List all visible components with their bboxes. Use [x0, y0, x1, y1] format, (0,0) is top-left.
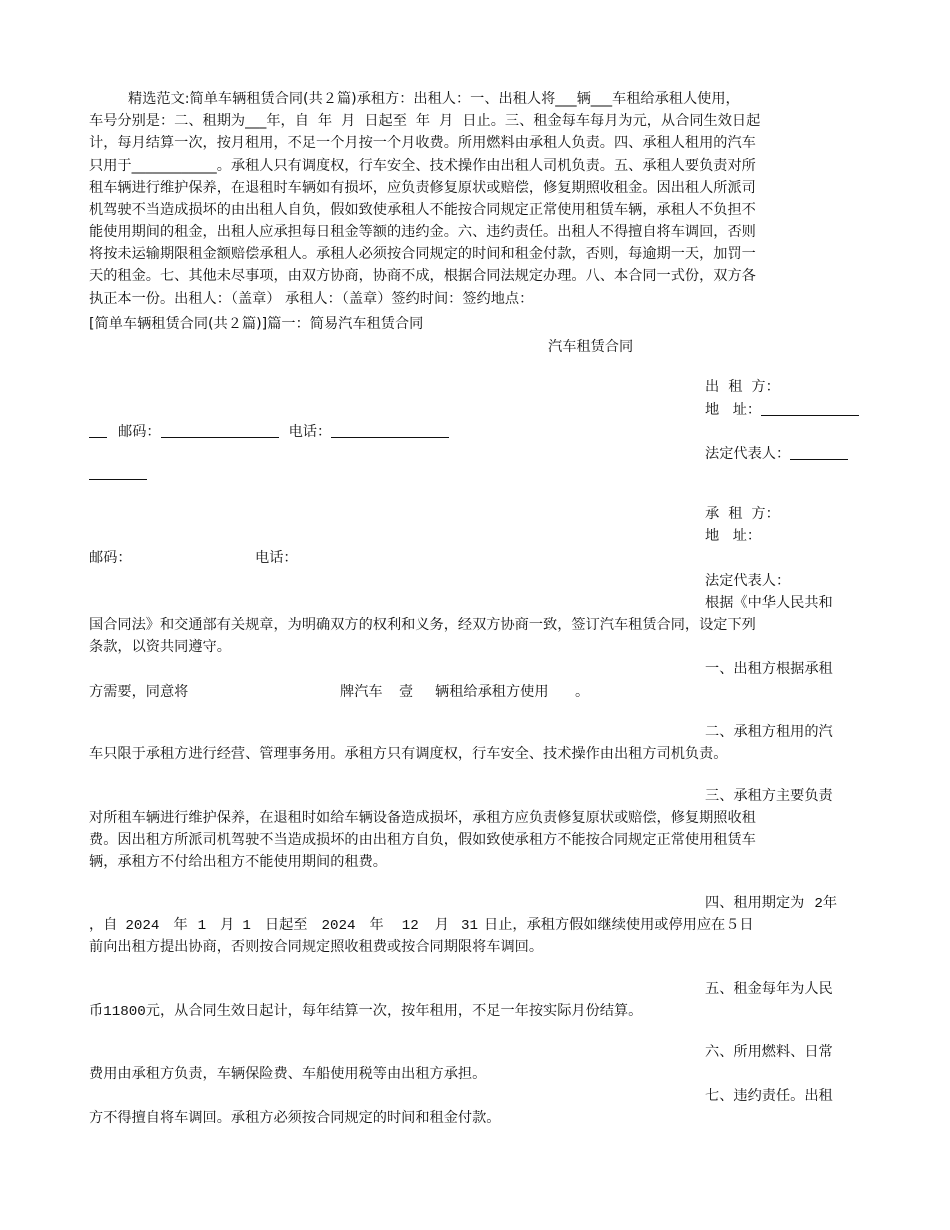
month-unit: 月: [434, 917, 449, 933]
clause-3-body: 对所租车辆进行维护保养，在退租时如给车辆设备造成损坏，承租方应负责修复原状或赔偿，修复期照收租: [89, 810, 756, 826]
clause-1-head: 一、出租方根据承租: [705, 661, 833, 677]
clause-1-count: 壹: [399, 684, 414, 700]
lessee-address-label: 地 址：: [705, 528, 762, 544]
start-year: 2024: [125, 918, 160, 934]
clause-1-body: 方需要，同意将: [89, 684, 189, 700]
clause-1-end: 。: [575, 684, 590, 700]
section-heading: [简单车辆租赁合同(共２篇)]篇一：简易汽车租赁合同: [89, 316, 424, 332]
clause-4-body: 日止，承租方假如继续使用或停用应在５日: [484, 917, 754, 933]
lessor-rep-row: [705, 443, 848, 465]
lessor-address-row: [705, 399, 859, 421]
end-day: 31: [460, 918, 478, 934]
lessor-address-blank: [761, 399, 859, 416]
end-month: 12: [401, 918, 419, 934]
lessor-rep-label: 法定代表人：: [705, 446, 791, 462]
clause-1-brand: 牌汽车: [340, 684, 383, 700]
clause-5-body: [89, 1000, 642, 1022]
lessor-phone-label: 电话：: [288, 424, 332, 440]
intro-line: 将按未运输期限租金额赔偿承租人。承租人必须按合同规定的时间和租金付款，否则，每逾期一天，加罚一: [89, 246, 756, 262]
intro-line: 车号分别是：二、租期为___年，自 年 月 日起至 年 月 日止。三、租金每车每月为元，从合同生效日起: [89, 113, 761, 129]
lessor-rep-row-cont: [89, 463, 147, 485]
start-month: 1: [197, 918, 207, 934]
month-unit: 月: [220, 917, 235, 933]
lessor-rep-blank: [790, 443, 848, 460]
intro-line: 只用于____________。承租人只有调度权，行车安全、技术操作由出租人司机负责。五、承租人要负责对所: [89, 158, 756, 174]
lessor-party-label: 出 租 方：: [705, 379, 780, 395]
lessor-zip-blank: [161, 421, 279, 438]
clause-5-head: 五、租金每年为人民: [705, 981, 833, 997]
contract-title: 汽车租赁合同: [548, 339, 634, 355]
lessee-zip-label: 邮码：: [89, 550, 132, 566]
clause-3-body: 辆，承租方不付给出租方不能使用期间的租费。: [89, 854, 387, 870]
lessor-zip-label: 邮码：: [118, 424, 161, 440]
rent-amount: 11800: [103, 1004, 146, 1020]
intro-line: 租车辆进行维护保养，在退租时车辆如有损坏，应负责修复原状或赔偿，修复期照收租金。因出租人所派司: [89, 180, 756, 196]
start-day: 1: [242, 918, 251, 934]
clause-2-body: 车只限于承租方进行经营、管理事务用。承租方只有调度权，行车安全、技术操作由出租方司机负责。: [89, 746, 728, 762]
clause-4-years-unit: 年: [822, 895, 838, 911]
lessee-party-label: 承 租 方：: [705, 506, 780, 522]
clause-4-years: 2: [814, 896, 823, 912]
clause-2-head: 二、承租方租用的汽: [705, 724, 833, 740]
intro-line: 执正本一份。出租人：（盖章） 承租人：（盖章）签约时间：签约地点：: [89, 291, 534, 307]
clause-6-head: 六、所用燃料、日常: [705, 1044, 833, 1060]
clause-4-dates: [89, 914, 754, 936]
preamble-line: 根据《中华人民共和: [705, 595, 833, 611]
preamble-line: 国合同法》和交通部有关规章，为明确双方的权利和义务，经双方协商一致，签订汽车租赁合同，设定下列: [89, 617, 756, 633]
lessee-rep-label: 法定代表人：: [705, 573, 791, 589]
lessor-contact-row: [89, 421, 449, 443]
lessee-phone-label: 电话：: [255, 550, 298, 566]
clause-5-rest: 元，从合同生效日起计，每年结算一次，按年租用，不足一年按实际月份结算。: [145, 1003, 643, 1019]
intro-line: 计，每月结算一次，按月租用，不足一个月按一个月收费。所用燃料由承租人负责。四、承租人租用的汽车: [89, 135, 756, 151]
lessor-address-blank-cont: [89, 421, 107, 438]
date-to-label: 日起至: [264, 917, 308, 933]
clause-4-body: 前向出租方提出协商，否则按合同规定照收租费或按合同期限将车调回。: [89, 939, 544, 955]
clause-7-head: 七、违约责任。出租: [705, 1088, 833, 1104]
clause-3-head: 三、承租方主要负责: [705, 788, 833, 804]
year-unit: 年: [173, 917, 188, 933]
lessor-address-label: 地 址：: [705, 402, 762, 418]
intro-line: 能使用期间的租金，出租人应承担每日租金等额的违约金。六、违约责任。出租人不得擅自将车调回，否则: [89, 224, 756, 240]
clause-1-rest: 辆租给承租方使用: [435, 684, 549, 700]
intro-line: 精选范文:简单车辆租赁合同(共２篇)承租方：出租人：一、出租人将___辆___车租给承租人使用，: [128, 91, 740, 107]
clause-4-label: 四、租用期定为: [705, 895, 805, 911]
lessor-phone-blank: [331, 421, 449, 438]
date-from-label: ，自: [89, 917, 118, 933]
currency-prefix: 币: [89, 1003, 104, 1019]
end-year: 2024: [321, 918, 356, 934]
clause-7-body: 方不得擅自将车调回。承租方必须按合同规定的时间和租金付款。: [89, 1110, 501, 1126]
clause-4-head: [705, 892, 837, 914]
lessor-rep-blank-cont: [89, 463, 147, 480]
clause-3-body: 费。因出租方所派司机驾驶不当造成损坏的由出租方自负，假如致使承租方不能按合同规定正常使用租赁车: [89, 832, 756, 848]
clause-6-body: 费用由承租方负责，车辆保险费、车船使用税等由出租方承担。: [89, 1066, 487, 1082]
year-unit: 年: [369, 917, 384, 933]
intro-line: 机驾驶不当造成损坏的由出租人自负，假如致使承租人不能按合同规定正常使用租赁车辆，承租人不负担不: [89, 202, 756, 218]
intro-line: 天的租金。七、其他未尽事项，由双方协商，协商不成，根据合同法规定办理。八、本合同一式份，双方各: [89, 268, 756, 284]
preamble-line: 条款，以资共同遵守。: [89, 639, 231, 655]
